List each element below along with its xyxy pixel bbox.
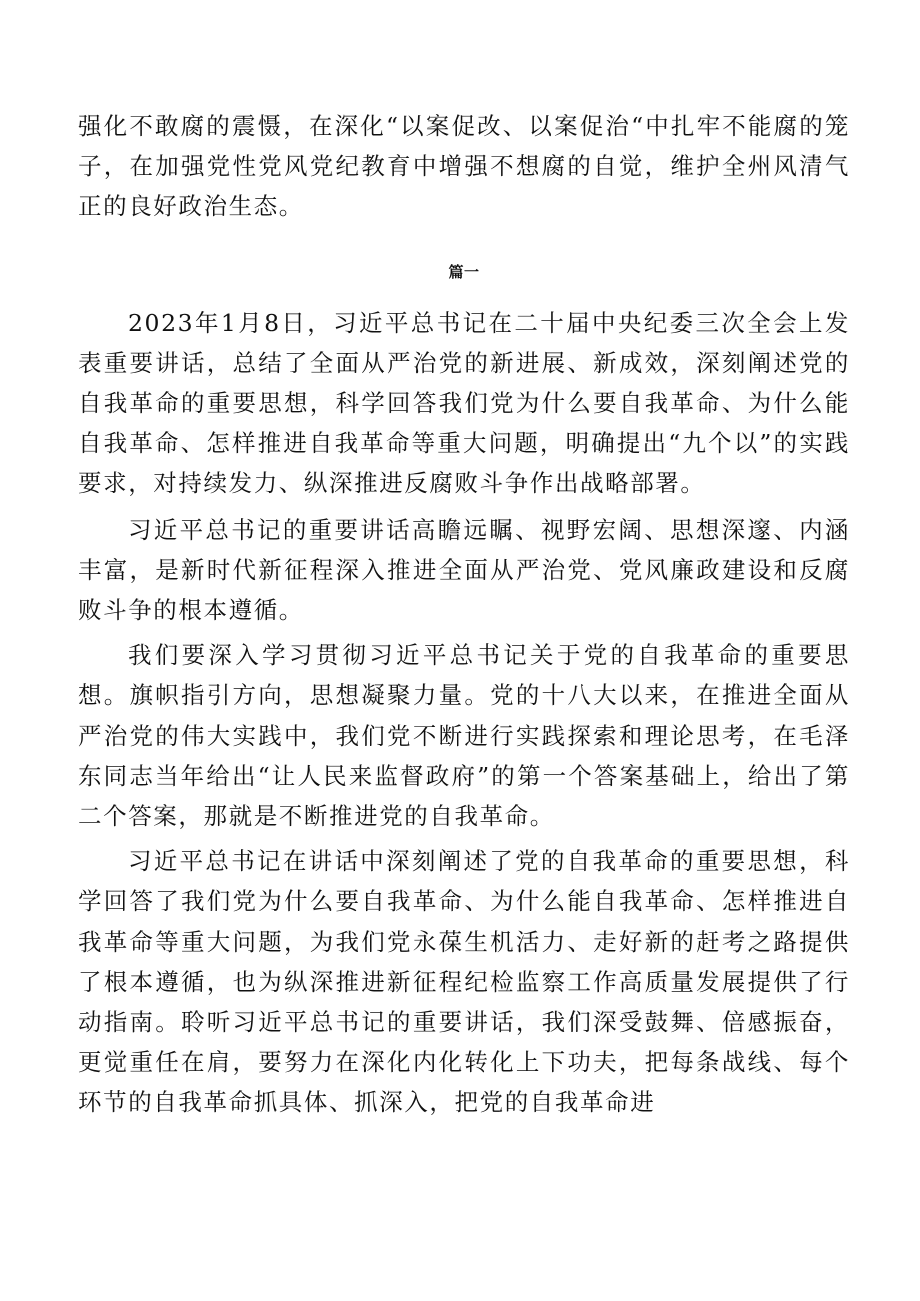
paragraph: 我们要深入学习贯彻习近平总书记关于党的自我革命的重要思想。旗帜指引方向，思想凝聚力量。党的十八大以来，在推进全面从严治党的伟大实践中，我们党不断进行实践探索和理论思考，在毛泽东同志当年给出“让人民来监督政府”的第一个答案基础上，给出了第二个答案，那就是不断推进党的自我革命。 [78,641,850,831]
paragraph-continuation: 强化不敢腐的震慑，在深化“以案促改、以案促治“中扎牢不能腐的笼子，在加强党性党风党纪教育中增强不想腐的自觉，维护全州风清气正的良好政治生态。 [78,112,850,221]
paragraph: 习近平总书记在讲话中深刻阐述了党的自我革命的重要思想，科学回答了我们党为什么要自我革命、为什么能自我革命、怎样推进自我革命等重大问题，为我们党永葆生机活力、走好新的赶考之路提供了根本遵循，也为纵深推进新征程纪检监察工作高质量发展提供了行动指南。聆听习近平总书记的重要讲话，我们深受鼓舞、倍感振奋，更觉重任在肩，要努力在深化内化转化上下功夫，把每条战线、每个环节的自我革命抓具体、抓深入，把党的自我革命进 [78,847,850,1117]
paragraph: 习近平总书记的重要讲话高瞻远瞩、视野宏阔、思想深邃、内涵丰富，是新时代新征程深入推进全面从严治党、党风廉政建设和反腐败斗争的根本遵循。 [78,515,850,625]
paragraph: 2023年1月8日，习近平总书记在二十届中央纪委三次全会上发表重要讲话，总结了全面从严治党的新进展、新成效，深刻阐述党的自我革命的重要思想，科学回答我们党为什么要自我革命、为什么能自我革命、怎样推进自我革命等重大问题，明确提出“九个以”的实践要求，对持续发力、纵深推进反腐败斗争作出战略部署。 [78,308,850,498]
section-heading: 篇一 [448,262,480,281]
